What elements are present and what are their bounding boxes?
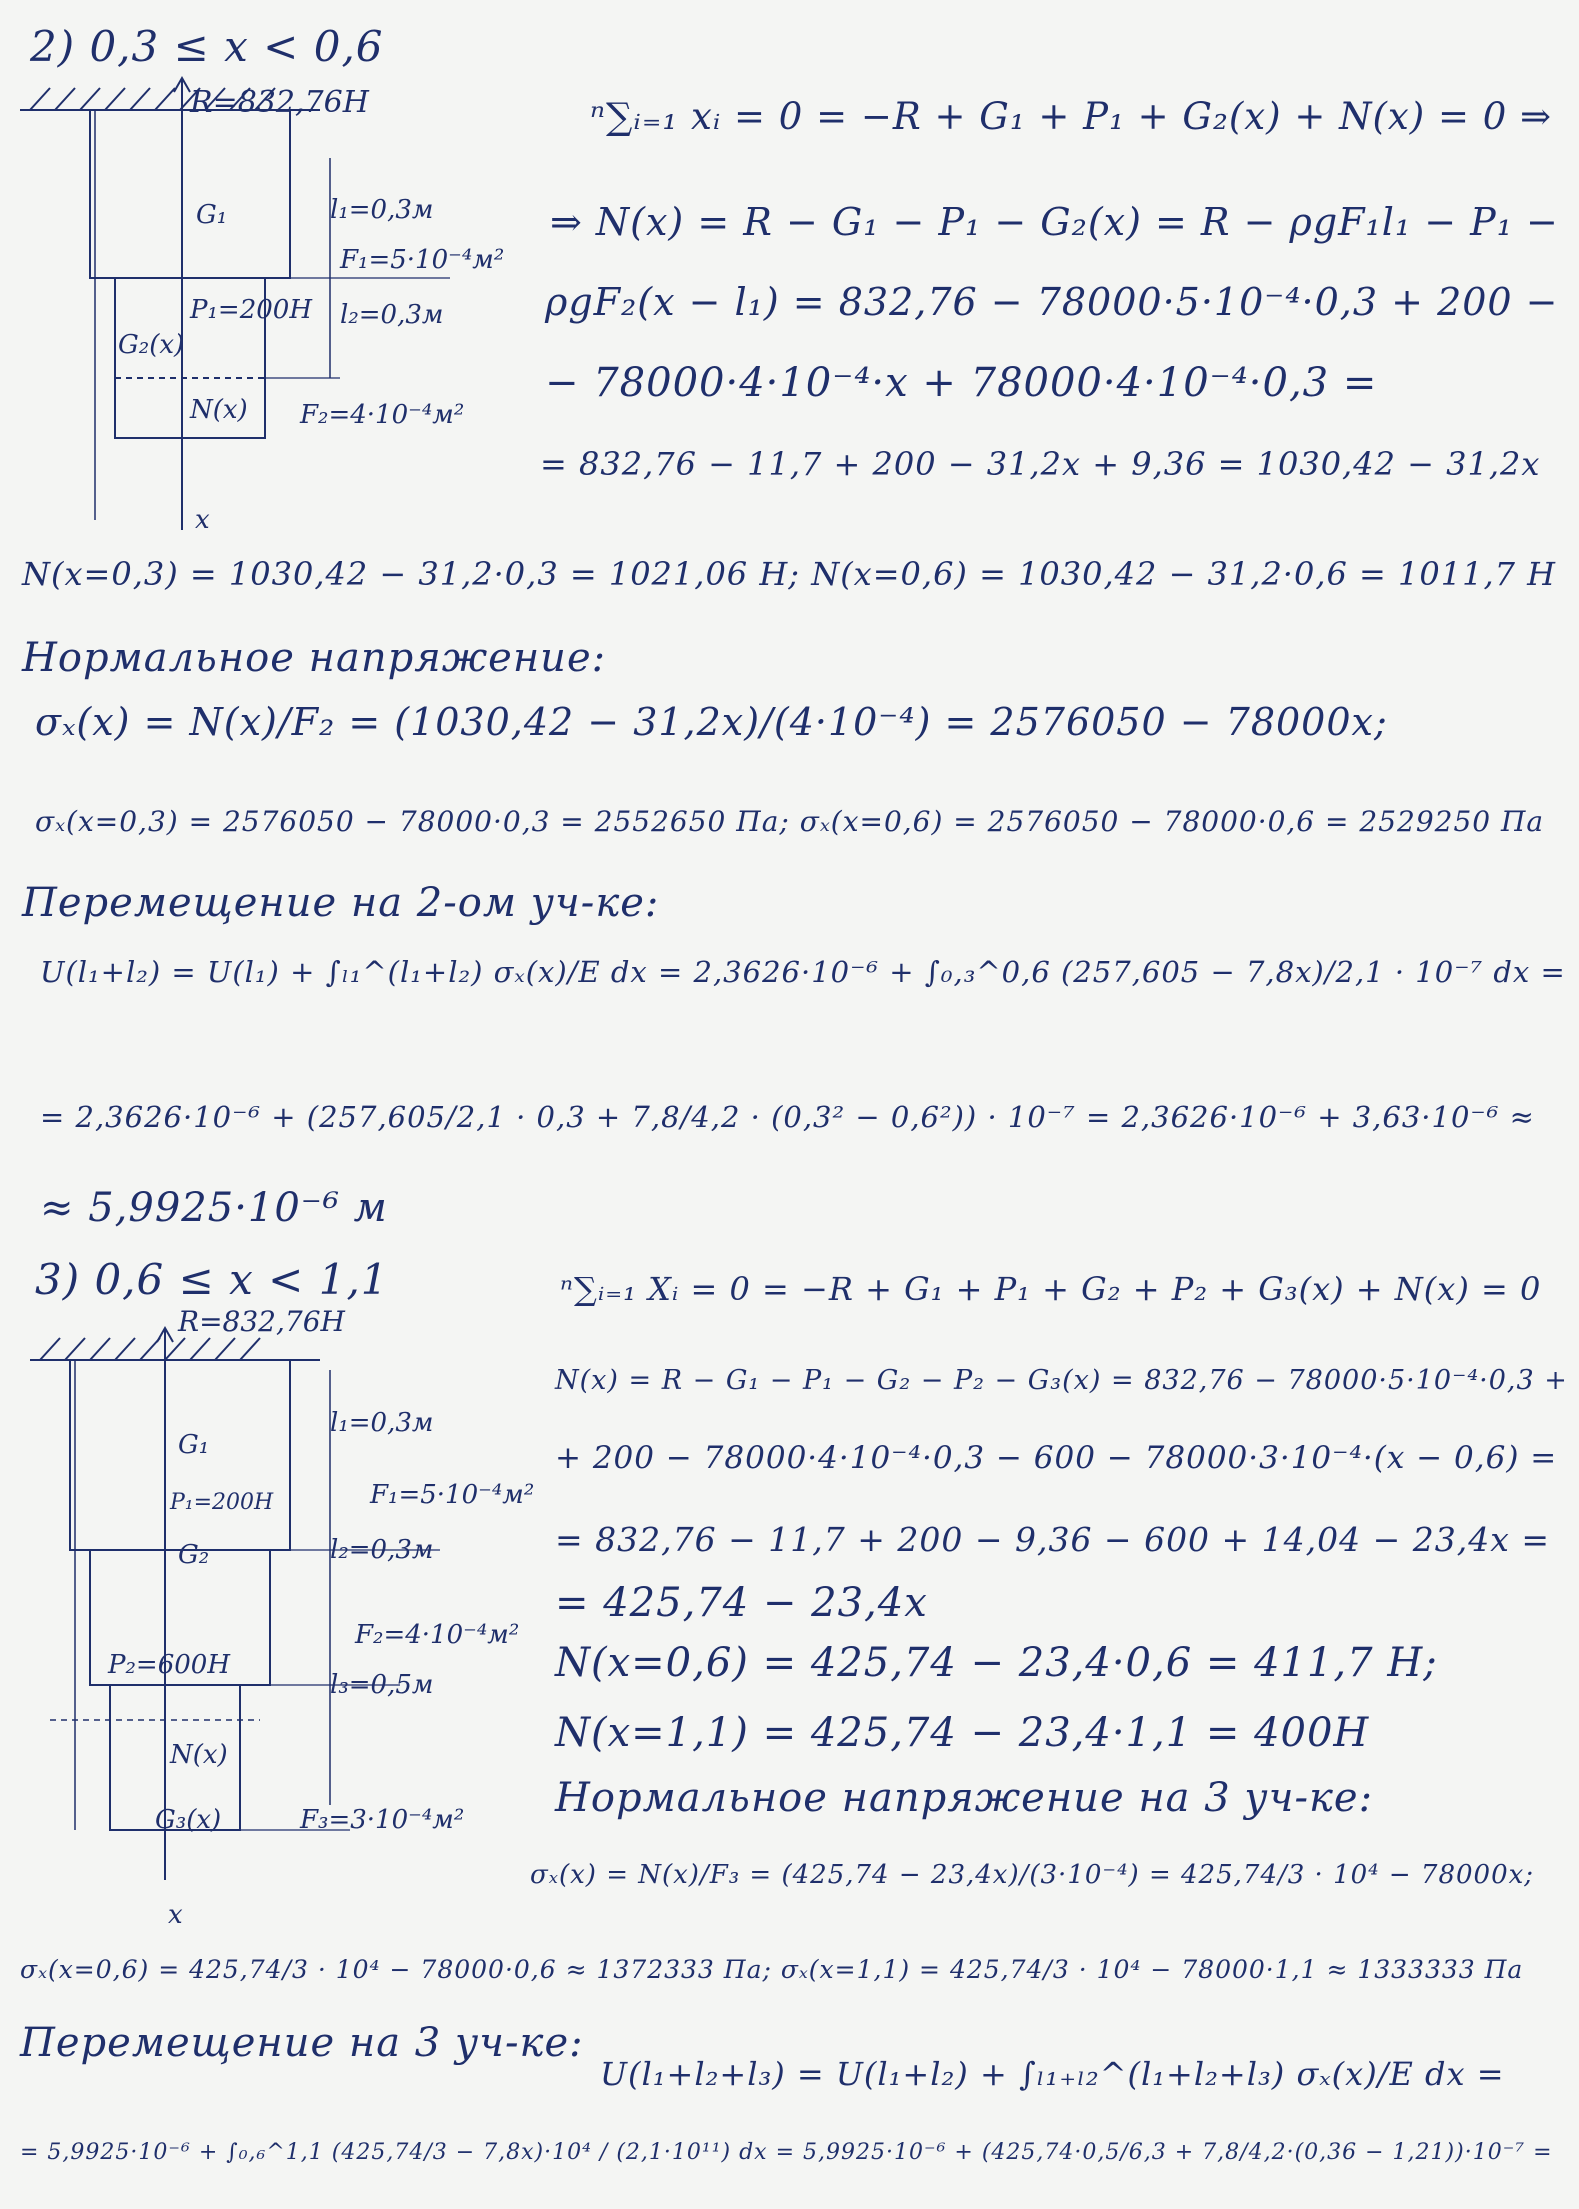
section-3-displacement-eq-0: U(l₁+l₂+l₃) = U(l₁+l₂) + ∫ₗ₁₊ₗ₂^(l₁+l₂+l₃) σₓ(x)/E dx =	[600, 2055, 1505, 2093]
section-2-equation-3: ρgF₂(x − l₁) = 832,76 − 78000·5·10⁻⁴·0,3 + 200 −	[545, 280, 1559, 324]
section-3-nx-label: N(x)	[170, 1740, 228, 1770]
section-2-n-values: N(x=0,3) = 1030,42 − 31,2·0,3 = 1021,06 Н; N(x=0,6) = 1030,42 − 31,2·0,6 = 1011,7 Н	[22, 555, 1557, 593]
section-2-displacement-title: Перемещение на 2-ом уч-ке:	[22, 880, 660, 926]
section-3-g2-label: G₂	[178, 1540, 210, 1570]
section-3-equation-1: ⁿ∑ᵢ₌₁ Xᵢ = 0 = −R + G₁ + P₁ + G₂ + P₂ + G₃(x) + N(x) = 0	[560, 1270, 1542, 1308]
section-2-p1-label: P₁=200Н	[190, 295, 313, 325]
section-2-g2x-label: G₂(x)	[118, 330, 185, 360]
section-3-n-value-1: N(x=0,6) = 425,74 − 23,4·0,6 = 411,7 Н;	[555, 1640, 1438, 1686]
section-3-f1-label: F₁=5·10⁻⁴м²	[370, 1480, 535, 1510]
section-3-equation-3: + 200 − 78000·4·10⁻⁴·0,3 − 600 − 78000·3·10⁻⁴·(x − 0,6) =	[555, 1440, 1558, 1476]
section-3-heading: 3) 0,6 ≤ x < 1,1	[35, 1255, 389, 1304]
section-2-l1-label: l₁=0,3м	[330, 195, 434, 225]
section-2-equation-5: = 832,76 − 11,7 + 200 − 31,2x + 9,36 = 1030,42 − 31,2x	[540, 445, 1541, 483]
section-3-p1-label: P₁=200Н	[170, 1490, 274, 1515]
section-3-reaction-label: R=832,76Н	[178, 1305, 345, 1338]
section-3-n-value-2: N(x=1,1) = 425,74 − 23,4·1,1 = 400Н	[555, 1710, 1370, 1756]
section-3-l3-label: l₃=0,5м	[330, 1670, 434, 1700]
section-2-stress-equation: σₓ(x) = N(x)/F₂ = (1030,42 − 31,2x)/(4·10⁻⁴) = 2576050 − 78000x;	[35, 700, 1388, 744]
section-3-g3x-label: G₃(x)	[155, 1805, 222, 1835]
section-3-equation-5: = 425,74 − 23,4x	[555, 1580, 928, 1626]
section-3-diagram	[20, 1290, 540, 1890]
section-2-heading: 2) 0,3 ≤ x < 0,6	[30, 22, 384, 71]
section-3-g1-label: G₁	[178, 1430, 210, 1460]
section-2-stress-title: Нормальное напряжение:	[22, 635, 607, 681]
section-2-equation-1: ⁿ∑ᵢ₌₁ xᵢ = 0 = −R + G₁ + P₁ + G₂(x) + N(x) = 0 ⇒	[590, 95, 1553, 138]
section-2-f1-label: F₁=5·10⁻⁴м²	[340, 245, 505, 275]
section-2-nx-label: N(x)	[190, 395, 248, 425]
section-2-x-axis-label: x	[195, 505, 210, 535]
section-2-reaction-label: R=832,76Н	[190, 85, 369, 120]
section-2-equation-4: − 78000·4·10⁻⁴·x + 78000·4·10⁻⁴·0,3 =	[545, 360, 1378, 406]
section-3-displacement-eq-1: = 5,9925·10⁻⁶ + ∫₀,₆^1,1 (425,74/3 − 7,8x)·10⁴ / (2,1·10¹¹) dx = 5,9925·10⁻⁶ + (425,74·0,5/6,3 + 7,8/4,2·(0,36 − 1,21))·10⁻⁷ =	[20, 2140, 1553, 2165]
section-2-l2-label: l₂=0,3м	[340, 300, 444, 330]
section-3-stress-equation: σₓ(x) = N(x)/F₃ = (425,74 − 23,4x)/(3·10⁻⁴) = 425,74/3 · 10⁴ − 78000x;	[530, 1860, 1535, 1890]
section-2-equation-2: ⇒ N(x) = R − G₁ − P₁ − G₂(x) = R − ρgF₁l₁ − P₁ −	[550, 200, 1559, 244]
section-3-f2-label: F₂=4·10⁻⁴м²	[355, 1620, 520, 1650]
section-3-equation-4: = 832,76 − 11,7 + 200 − 9,36 − 600 + 14,04 − 23,4x =	[555, 1520, 1551, 1559]
section-3-l2-label: l₂=0,3м	[330, 1535, 434, 1565]
section-2-f2-label: F₂=4·10⁻⁴м²	[300, 400, 465, 430]
section-3-x-axis-label: x	[168, 1900, 183, 1930]
section-3-p2-label: P₂=600Н	[108, 1650, 231, 1680]
section-2-displacement-eq-3: ≈ 5,9925·10⁻⁶ м	[40, 1185, 388, 1231]
section-3-equation-2: N(x) = R − G₁ − P₁ − G₂ − P₂ − G₃(x) = 832,76 − 78000·5·10⁻⁴·0,3 +	[555, 1365, 1568, 1396]
section-3-stress-title: Нормальное напряжение на 3 уч-ке:	[555, 1775, 1374, 1821]
section-2-displacement-eq-2: = 2,3626·10⁻⁶ + (257,605/2,1 · 0,3 + 7,8/4,2 · (0,3² − 0,6²)) · 10⁻⁷ = 2,3626·10⁻⁶ + 3,63·10⁻⁶ ≈	[40, 1100, 1535, 1134]
section-3-l1-label: l₁=0,3м	[330, 1408, 434, 1438]
section-3-stress-values: σₓ(x=0,6) = 425,74/3 · 10⁴ − 78000·0,6 ≈ 1372333 Па; σₓ(x=1,1) = 425,74/3 · 10⁴ − 78000·1,1 ≈ 1333333 Па	[20, 1955, 1524, 1984]
section-2-stress-values: σₓ(x=0,3) = 2576050 − 78000·0,3 = 2552650 Па; σₓ(x=0,6) = 2576050 − 78000·0,6 = 2529250 Па	[35, 805, 1545, 838]
section-3-f3-label: F₃=3·10⁻⁴м²	[300, 1805, 465, 1835]
section-2-displacement-eq-1: U(l₁+l₂) = U(l₁) + ∫ₗ₁^(l₁+l₂) σₓ(x)/E dx = 2,3626·10⁻⁶ + ∫₀,₃^0,6 (257,605 − 7,8x)/2,1 · 10⁻⁷ dx =	[40, 955, 1566, 989]
section-2-g1-label: G₁	[196, 200, 228, 230]
section-3-displacement-title: Перемещение на 3 уч-ке:	[20, 2020, 584, 2066]
